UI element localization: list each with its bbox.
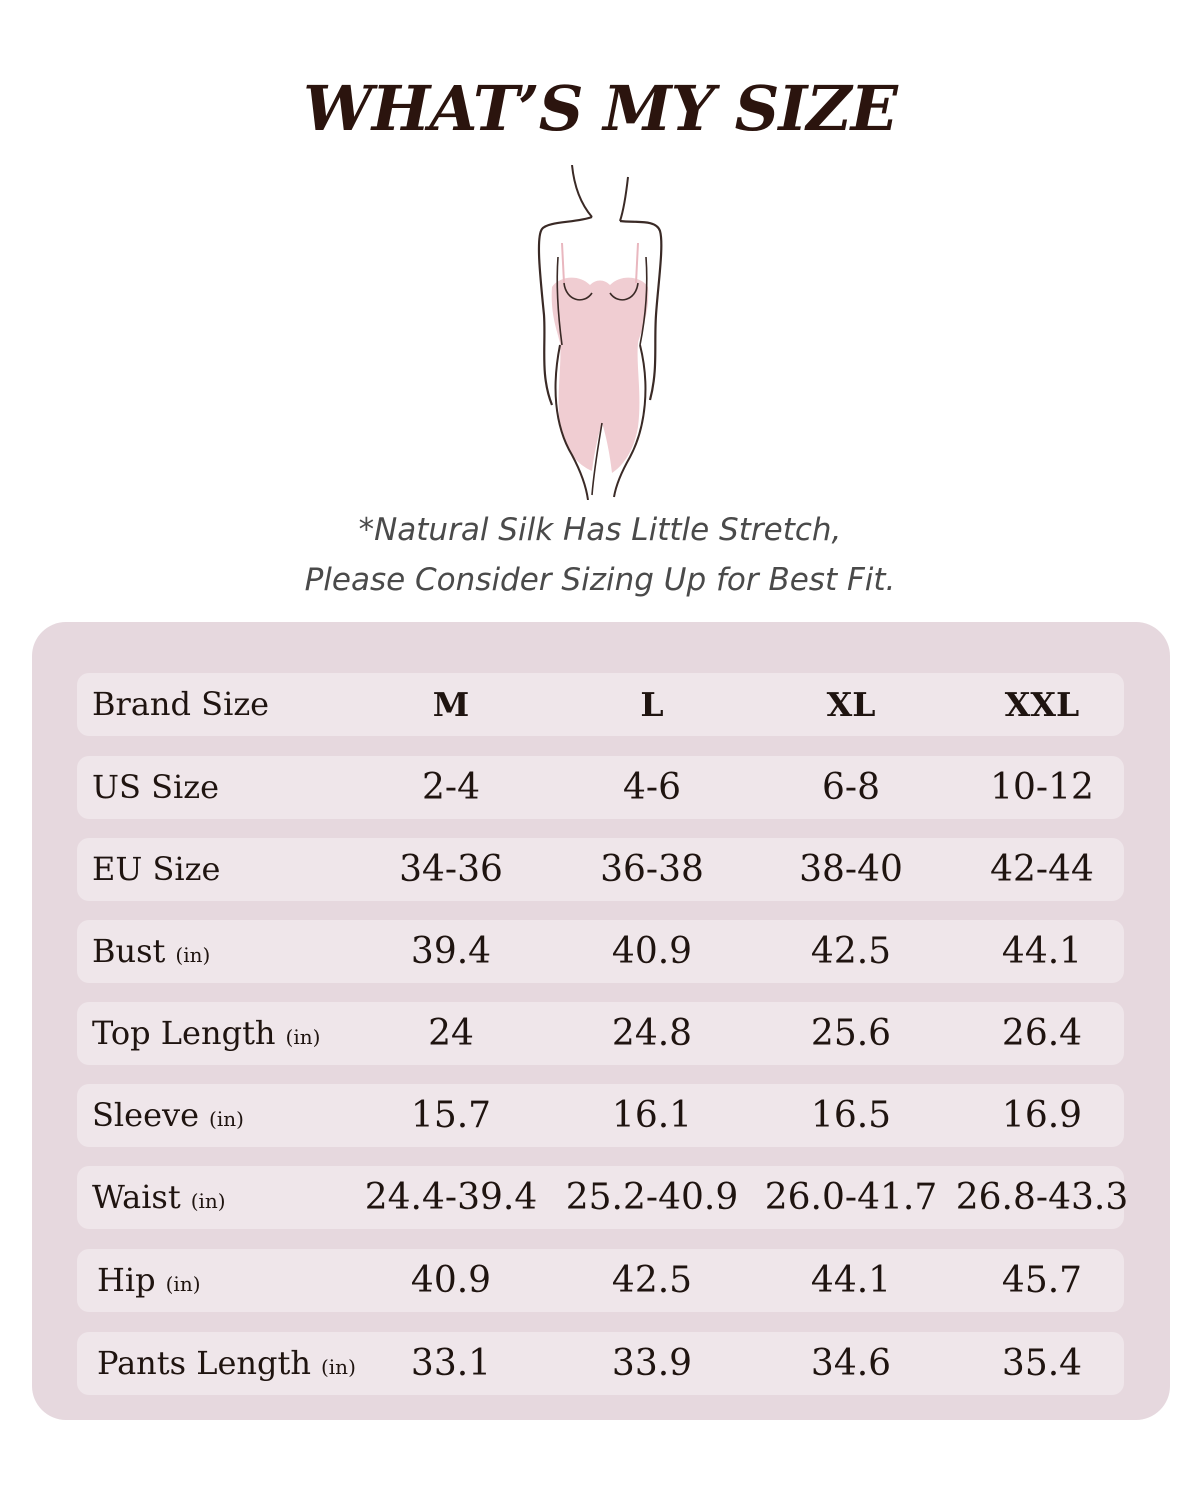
table-cell: 34-36 <box>399 849 503 890</box>
table-cell: 42.5 <box>611 1260 693 1301</box>
table-cell: 16.5 <box>810 1095 892 1136</box>
table-row-us-size <box>77 756 1124 819</box>
unit-label: (in) <box>165 1272 201 1296</box>
table-cell: 2-4 <box>422 767 480 808</box>
table-cell: 33.1 <box>410 1343 492 1384</box>
unit-label: (in) <box>320 1355 356 1379</box>
table-cell: 24 <box>428 1013 474 1054</box>
table-cell: 16.9 <box>1001 1095 1083 1136</box>
table-cell: 25.6 <box>810 1013 892 1054</box>
header-label: Brand Size <box>92 685 270 723</box>
table-row-top-length <box>77 1002 1124 1065</box>
size-xxl-header: XXL <box>1004 685 1080 724</box>
table-cell: 42-44 <box>990 849 1094 890</box>
fit-note-line-1: *Natural Silk Has Little Stretch, <box>358 512 842 548</box>
row-label: Pants Length <box>97 1344 311 1382</box>
table-cell: 40.9 <box>611 931 693 972</box>
body-silhouette-icon <box>500 165 700 500</box>
table-row-bust <box>77 920 1124 983</box>
table-row-pants-length <box>77 1332 1124 1395</box>
table-cell: 36-38 <box>600 849 704 890</box>
size-m-header: M <box>432 685 470 724</box>
row-label: Bust <box>92 932 166 970</box>
table-cell: 26.8-43.3 <box>955 1177 1129 1218</box>
table-row-hip <box>77 1249 1124 1312</box>
table-cell: 26.4 <box>1001 1013 1083 1054</box>
table-cell: 40.9 <box>410 1260 492 1301</box>
unit-label: (in) <box>209 1107 244 1131</box>
table-row-sleeve <box>77 1084 1124 1147</box>
row-label: Hip <box>97 1261 156 1299</box>
table-cell: 38-40 <box>799 849 903 890</box>
table-cell: 4-6 <box>623 767 681 808</box>
table-row-eu-size <box>77 838 1124 901</box>
row-label: Waist <box>92 1178 181 1216</box>
table-cell: 15.7 <box>410 1095 492 1136</box>
table-cell: 6-8 <box>822 767 880 808</box>
table-cell: 35.4 <box>1001 1343 1083 1384</box>
fit-note-line-2: Please Consider Sizing Up for Best Fit. <box>304 562 896 598</box>
table-cell: 34.6 <box>810 1343 892 1384</box>
size-l-header: L <box>640 685 664 724</box>
row-label: Top Length <box>92 1014 276 1052</box>
unit-label: (in) <box>190 1189 226 1213</box>
row-label: US Size <box>92 768 220 806</box>
table-cell: 24.4-39.4 <box>364 1177 538 1218</box>
row-label: EU Size <box>92 850 221 888</box>
unit-label: (in) <box>175 943 211 967</box>
table-cell: 45.7 <box>1001 1260 1083 1301</box>
unit-label: (in) <box>285 1025 321 1049</box>
table-header-row <box>77 673 1124 736</box>
table-cell: 33.9 <box>611 1343 693 1384</box>
row-label: Sleeve <box>92 1096 200 1134</box>
table-cell: 24.8 <box>611 1013 693 1054</box>
size-xl-header: XL <box>826 685 876 724</box>
table-cell: 16.1 <box>611 1095 693 1136</box>
table-cell: 26.0-41.7 <box>764 1177 938 1218</box>
table-cell: 25.2-40.9 <box>565 1177 739 1218</box>
table-cell: 42.5 <box>810 931 892 972</box>
table-row-waist <box>77 1166 1129 1229</box>
table-cell: 44.1 <box>1001 931 1083 972</box>
page-title: WHAT’S MY SIZE <box>303 72 897 145</box>
table-cell: 44.1 <box>810 1260 892 1301</box>
table-cell: 10-12 <box>990 767 1094 808</box>
table-cell: 39.4 <box>410 931 492 972</box>
